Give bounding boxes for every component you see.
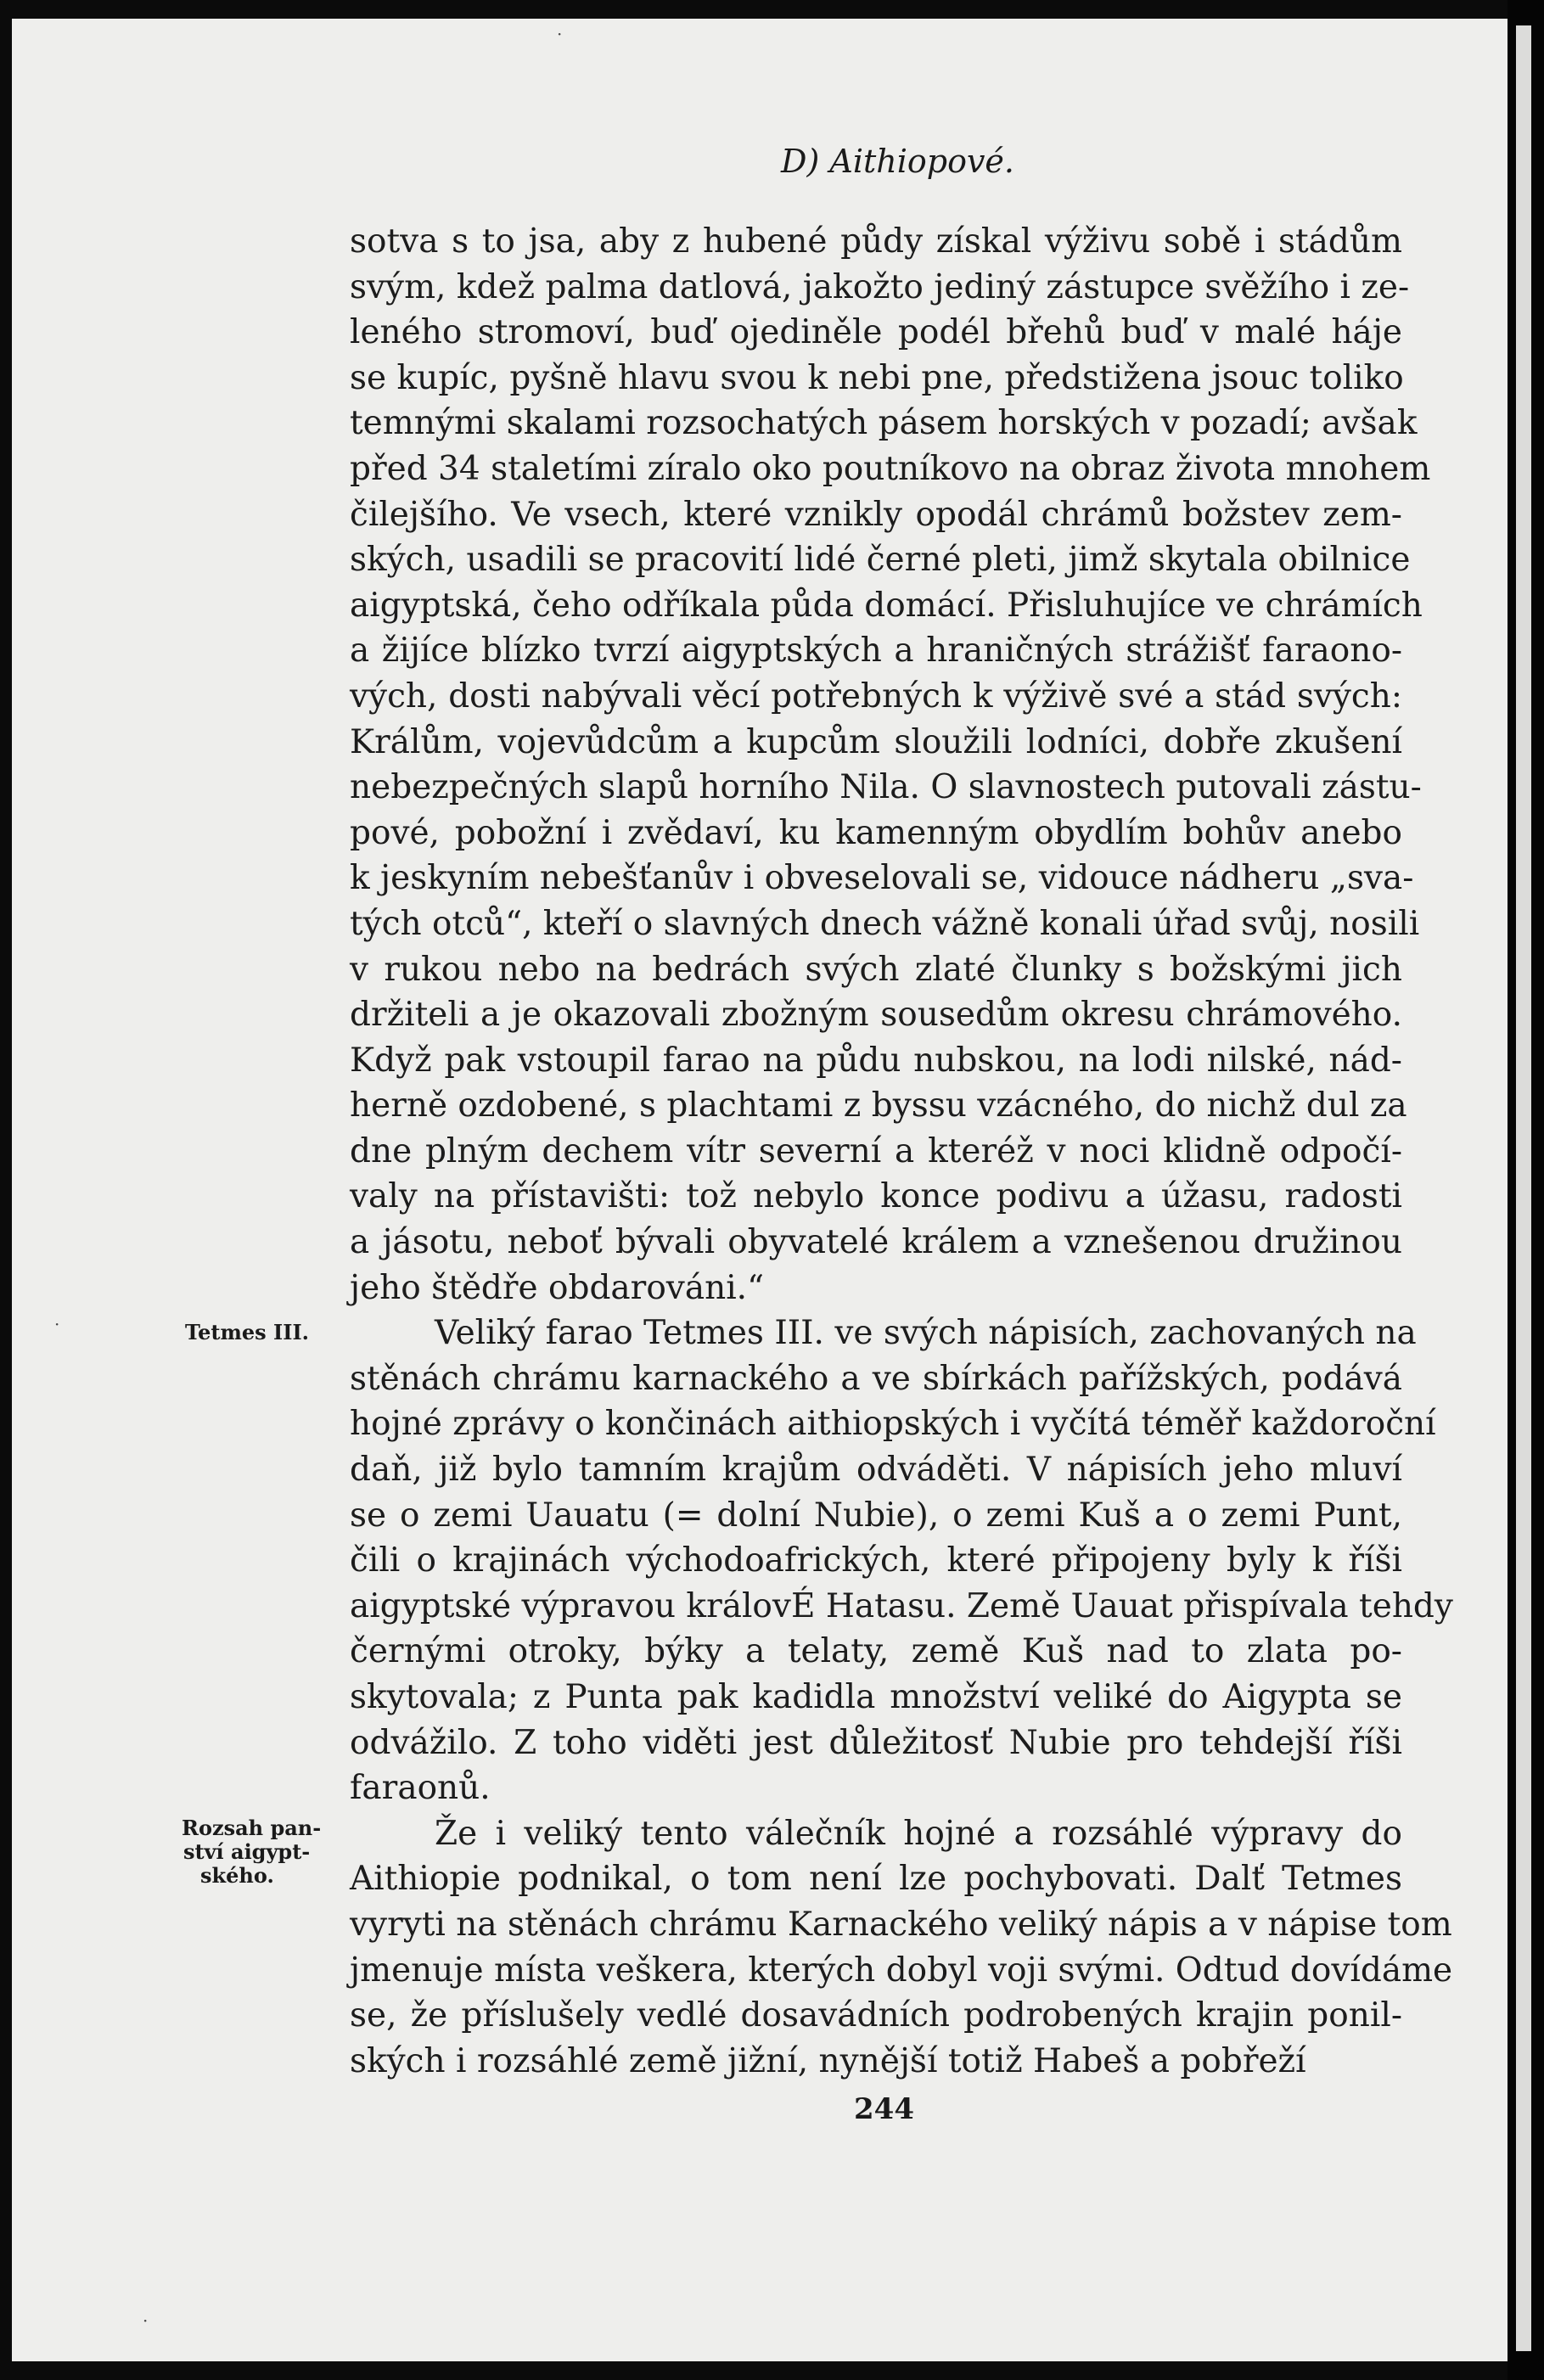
text-line: ských i rozsáhlé země jižní, nynější totiž Habeš a pobřeží [350, 2041, 1306, 2080]
text-line: a žijíce blízko tvrzí aigyptských a hraničných strážišť faraono- [350, 631, 1402, 671]
text-line: ských, usadili se pracovití lidé černé pleti, jimž skytala obilnice [350, 541, 1411, 580]
text-line: tých otců“, kteří o slavných dnech vážně konali úřad svůj, nosili [350, 904, 1420, 943]
page-number: 244 [854, 2092, 914, 2126]
text-line: nebezpečných slapů horního Nila. O slavnostech putovali zástu- [350, 768, 1422, 807]
text-line: v rukou nebo na bedrách svých zlaté člunky s božskými jich [350, 950, 1402, 989]
text-line: a jásotu, neboť bývali obyvatelé králem a vznešenou družinou [350, 1223, 1402, 1262]
scan-speck: · [143, 2310, 149, 2331]
text-line: čilejšího. Ve vsech, které vznikly opodál chrámů božstev zem- [350, 495, 1402, 534]
text-line: temnými skalami rozsochatých pásem horských v pozadí; avšak [350, 404, 1418, 443]
text-line: Když pak vstoupil farao na půdu nubskou, na lodi nilské, nád- [350, 1041, 1402, 1080]
text-line: aigyptské výpravou královÉ Hatasu. Země Uauat přispívala tehdy [350, 1586, 1453, 1625]
text-line: Aithiopie podnikal, o tom není lze pochybovati. Dalť Tetmes [350, 1860, 1402, 1899]
text-line: se kupíc, pyšně hlavu svou k nebi pne, předstižena jsouc toliko [350, 358, 1404, 397]
margin-note-tetmes: Tetmes III. [185, 1320, 310, 1344]
body-text [350, 219, 1453, 2084]
text-line: čili o krajinách východoafrických, které připojeny byly k říši [350, 1541, 1402, 1580]
text-line: jeho štědře obdarováni.“ [350, 1268, 765, 1307]
text-line: pové, pobožní i zvědaví, ku kamenným obydlím bohův anebo [350, 813, 1402, 852]
text-line: odvážilo. Z toho viděti jest důležitosť Nubie pro tehdejší říši [350, 1723, 1402, 1762]
text-line: hojné zprávy o končinách aithiopských i vyčítá téměř každoroční [350, 1405, 1436, 1444]
text-line: vyryti na stěnách chrámu Karnackého veliký nápis a v nápise tom [350, 1905, 1452, 1944]
margin-note-rozsah-1: Rozsah pan- [182, 1816, 322, 1840]
text-line: herně ozdobené, s plachtami z byssu vzácného, do nichž dul za [350, 1086, 1407, 1125]
scan-speck: · [557, 24, 563, 44]
scan-speck: · [54, 1314, 60, 1334]
text-line: svým, kdež palma datlová, jakožto jediný zástupce svěžího i ze- [350, 267, 1410, 306]
text-line: dne plným dechem vítr severní a kteréž v noci klidně odpočí- [350, 1131, 1402, 1170]
text-line: leného stromoví, buď ojediněle podél břehů buď v malé háje [350, 313, 1402, 352]
running-header: D) Aithiopové. [781, 143, 1014, 180]
text-line: k jeskyním nebešťanův i obveselovali se, vidouce nádheru „sva- [350, 859, 1414, 898]
next-page-edge [1516, 25, 1531, 2351]
text-line: sotva s to jsa, aby z hubené půdy získal výživu sobě i stádům [350, 222, 1402, 261]
text-line: daň, již bylo tamním krajům odváděti. V nápisích jeho mluví [350, 1451, 1402, 1490]
text-line: černými otroky, býky a telaty, země Kuš nad to zlata po- [350, 1632, 1402, 1671]
text-line: jmenuje místa veškera, kterých dobyl voji svými. Odtud dovídáme [350, 1951, 1453, 1990]
text-line: se o zemi Uauatu (= dolní Nubie), o zemi Kuš a o zemi Punt, [350, 1496, 1402, 1535]
text-line: Že i veliký tento válečník hojné a rozsáhlé výpravy do [435, 1814, 1402, 1853]
text-line: Veliký farao Tetmes III. ve svých nápisích, zachovaných na [435, 1314, 1417, 1353]
text-line: se, že příslušely vedlé dosavádních podrobených krajin ponil- [350, 1996, 1402, 2035]
margin-note-rozsah-2: ství aigypt- [183, 1839, 311, 1864]
text-line: valy na přístavišti: tož nebylo konce podivu a úžasu, radosti [350, 1177, 1402, 1216]
text-line: vých, dosti nabývali věcí potřebných k výživě své a stád svých: [350, 676, 1402, 716]
text-line: držiteli a je okazovali zbožným sousedům okresu chrámového. [350, 996, 1402, 1035]
text-line: stěnách chrámu karnackého a ve sbírkách pařížských, podává [350, 1359, 1402, 1398]
text-line: faraonů. [350, 1769, 491, 1808]
text-line: Králům, vojevůdcům a kupcům sloužili lodníci, dobře zkušení [350, 722, 1402, 761]
text-line: skytovala; z Punta pak kadidla množství veliké do Aigypta se [350, 1678, 1402, 1716]
margin-note-rozsah-3: ského. [200, 1863, 274, 1888]
text-line: aigyptská, čeho odříkala půda domácí. Přisluhujíce ve chrámích [350, 586, 1423, 625]
text-line: před 34 staletími zíralo oko poutníkovo na obraz života mnohem [350, 449, 1431, 488]
